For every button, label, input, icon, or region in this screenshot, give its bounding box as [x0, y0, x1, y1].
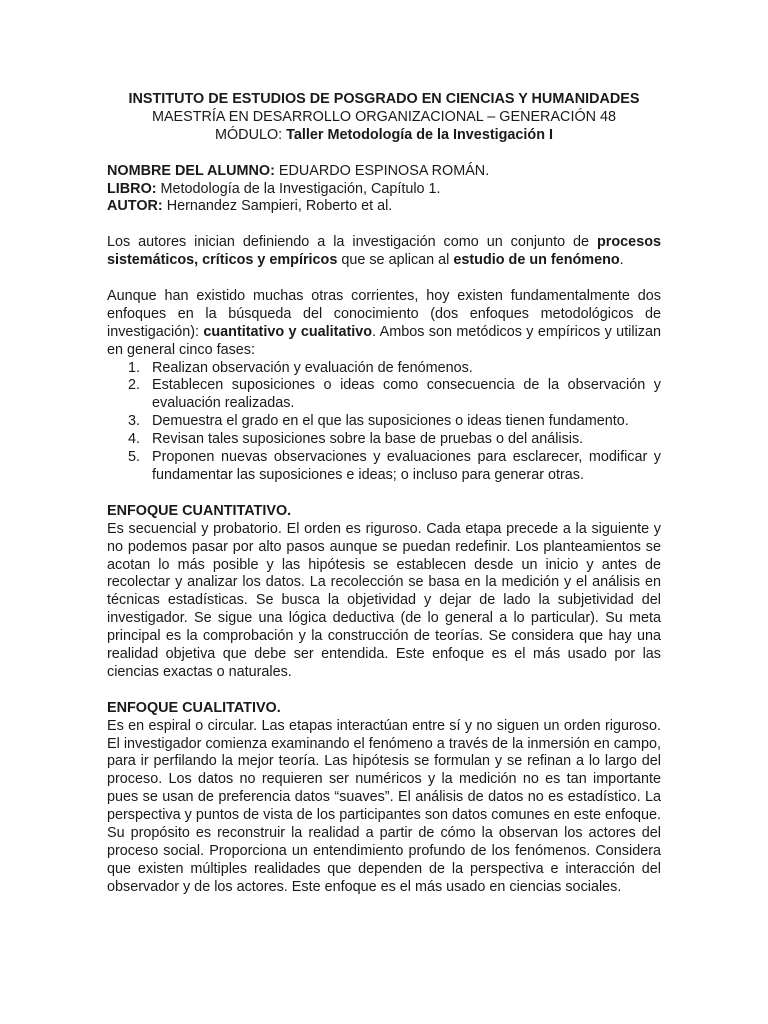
list-number: 3.	[128, 413, 141, 430]
document-header	[107, 91, 661, 145]
qualitative-body: Es en espiral o circular. Las etapas interactúan entre sí y no siguen un orden riguroso. El investigador comienza examinando el fenómeno a través de la inmersión en campo, para ir perfilando la mejor teoría. Las hipótesis se formulan y se refinan a lo largo del proceso. Los datos no requieren ser numéricos y la medición no es tan importante pues se usan de preferencia datos “suaves”. El análisis de datos no es estadístico. La perspectiva y puntos de vista de los participantes son datos comunes en este enfoque. Su propósito es reconstruir la realidad a partir de cómo la observan los actores del proceso social. Proporciona un entendimiento profundo de los fenómenos. Considera que existen múltiples realidades que dependen de la perspectiva e interacción del observador y de los actores. Este enfoque es el más usado en ciencias sociales.	[107, 717, 661, 895]
list-text: Revisan tales suposiciones sobre la base de pruebas o del análisis.	[152, 431, 584, 448]
approaches-text-2: . Ambos son metódicos y empíricos y utilizan en general cinco fases:	[107, 323, 661, 358]
approaches-text-1: Aunque han existido muchas otras corrientes, hoy existen fundamentalmente dos enfoques en la búsqueda del conocimiento (dos enfoques metodológicos de investigación):	[107, 287, 661, 340]
institute-title: INSTITUTO DE ESTUDIOS DE POSGRADO EN CIENCIAS Y HUMANIDADES	[128, 91, 640, 107]
approaches-paragraph	[107, 288, 661, 360]
intro-paragraph	[107, 234, 661, 270]
list-text: Realizan observación y evaluación de fenómenos.	[152, 359, 473, 376]
quantitative-section	[107, 503, 661, 682]
list-number: 4.	[128, 431, 141, 448]
intro-text-2: que se aplican al	[337, 252, 454, 269]
qualitative-heading: ENFOQUE CUALITATIVO.	[107, 699, 281, 716]
module-line	[107, 127, 661, 145]
list-item	[107, 413, 661, 431]
intro-bold-1: procesos sistemáticos, críticos y empíricos	[107, 234, 661, 269]
author-label: AUTOR:	[107, 198, 163, 215]
module-value: Taller Metodología de la Investigación I	[286, 126, 553, 143]
list-text: Proponen nuevas observaciones y evaluaciones para esclarecer, modificar y fundamentar las suposiciones e ideas; o incluso para generar otras.	[152, 449, 661, 483]
book-line	[107, 181, 661, 199]
list-item	[107, 449, 661, 485]
list-number: 1.	[128, 359, 141, 376]
intro-text-3: .	[619, 252, 624, 269]
book-label: LIBRO:	[107, 180, 157, 197]
qualitative-section	[107, 700, 661, 897]
author-value: Hernandez Sampieri, Roberto et al.	[162, 198, 393, 215]
student-info	[107, 163, 661, 217]
student-name-line	[107, 163, 661, 181]
book-value: Metodología de la Investigación, Capítulo 1.	[156, 180, 441, 197]
student-value: EDUARDO ESPINOSA ROMÁN.	[274, 162, 490, 179]
list-number: 2.	[128, 377, 141, 394]
author-line	[107, 198, 661, 216]
list-number: 5.	[128, 449, 141, 466]
approaches-bold-1: cuantitativo y cualitativo	[203, 323, 373, 340]
quantitative-body: Es secuencial y probatorio. El orden es riguroso. Cada etapa precede a la siguiente y no podemos pasar por alto pasos aunque se puedan redefinir. Los planteamientos se acotan lo más posible y las hipótesis se establecen desde un inicio y antes de recolectar y analizar los datos. La recolección se basa en la medición y el análisis en técnicas estadísticas. Se busca la objetividad y dejar de lado la subjetividad del investigador. Se sigue una lógica deductiva (de lo general a lo particular). Su meta principal es la comprobación y la construcción de teorías. Se considera que hay una realidad objetiva que debe ser entendida. Este enfoque es el más usado por las ciencias exactas o naturales.	[107, 520, 661, 680]
document-page	[107, 91, 661, 897]
list-item	[107, 377, 661, 413]
intro-text-1: Los autores inician definiendo a la investigación como un conjunto de	[107, 234, 597, 251]
list-item	[107, 360, 661, 378]
list-text: Establecen suposiciones o ideas como consecuencia de la observación y evaluación realizadas.	[152, 377, 661, 412]
intro-bold-2: estudio de un fenómeno	[453, 252, 620, 269]
quantitative-heading: ENFOQUE CUANTITATIVO.	[107, 502, 292, 519]
module-label: MÓDULO:	[215, 126, 287, 143]
program-title: MAESTRÍA EN DESARROLLO ORGANIZACIONAL – GENERACIÓN 48	[151, 108, 617, 125]
student-label: NOMBRE DEL ALUMNO:	[107, 162, 275, 179]
phases-list	[107, 360, 661, 485]
list-text: Demuestra el grado en el que las suposiciones o ideas tienen fundamento.	[152, 413, 629, 430]
list-item	[107, 431, 661, 449]
